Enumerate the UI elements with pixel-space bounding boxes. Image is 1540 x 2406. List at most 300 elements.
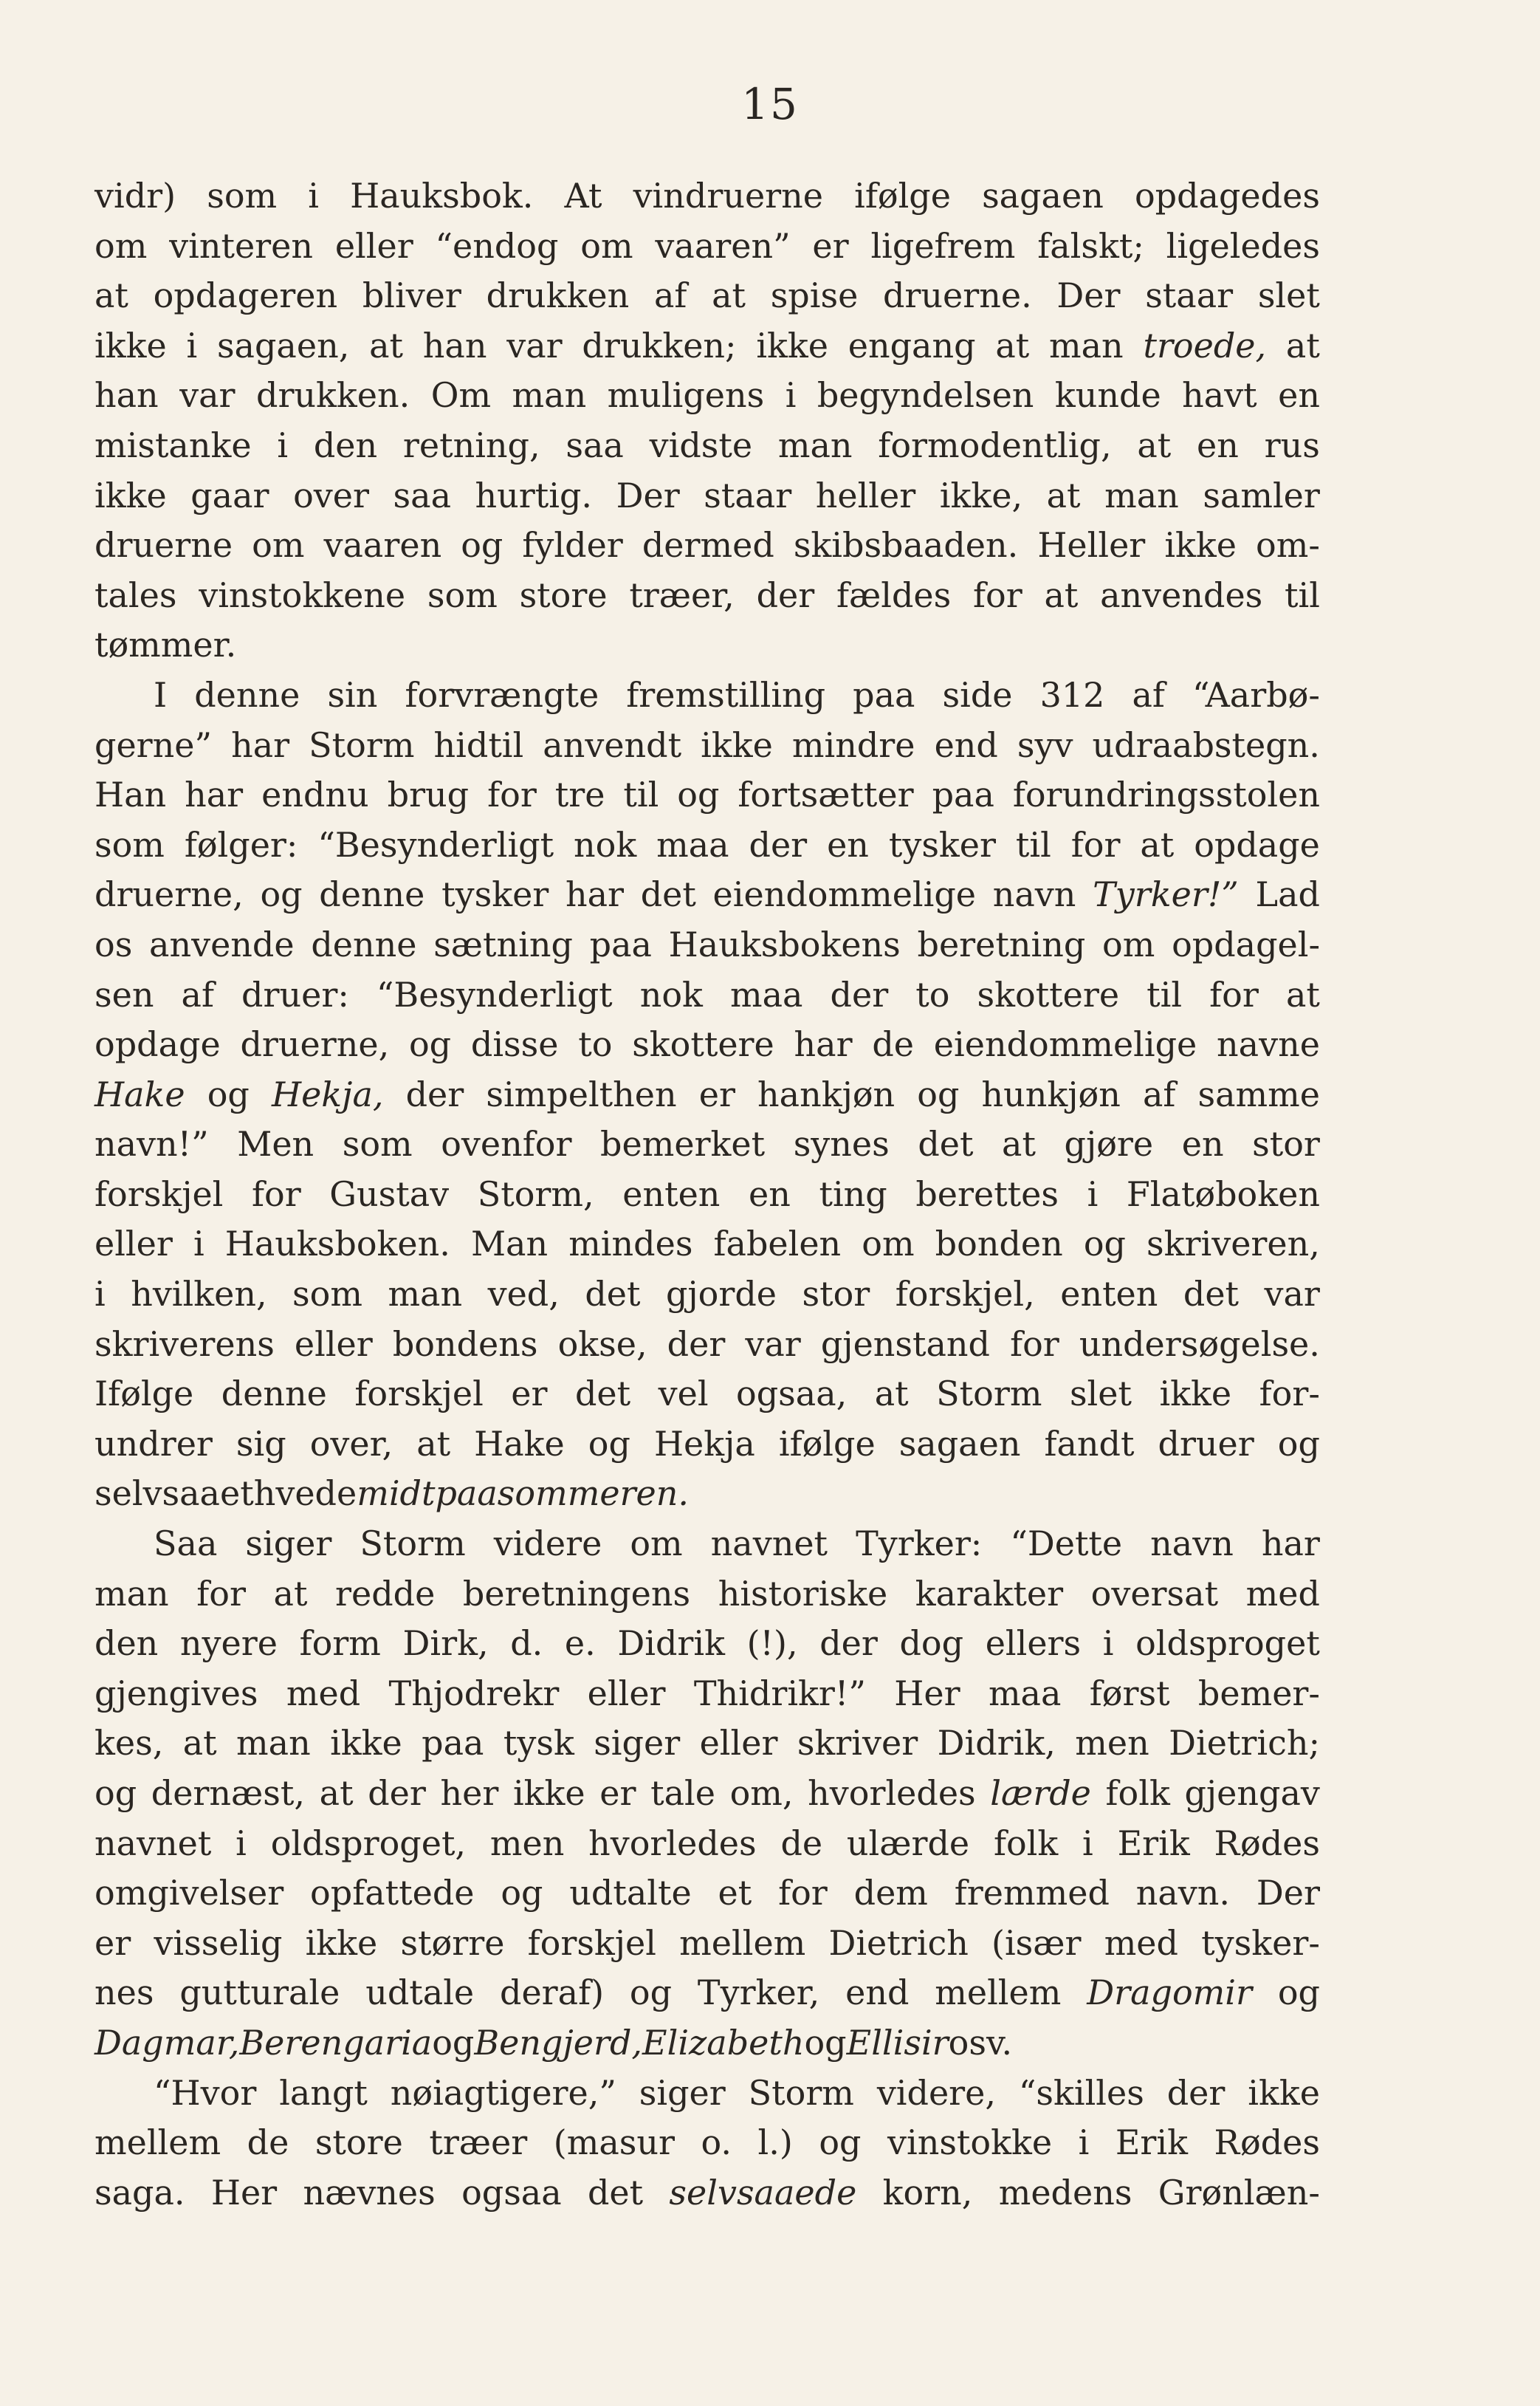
word: Tyrker, (697, 1973, 820, 2013)
word: (især (991, 1922, 1082, 1963)
word: muligens (607, 375, 765, 416)
word: til (1015, 824, 1051, 865)
word: og (260, 874, 303, 915)
text-line (94, 1868, 1320, 1919)
word: Didrik (617, 1623, 725, 1664)
word: vinteren (169, 225, 314, 266)
word: om (630, 1524, 683, 1564)
text-line (94, 2118, 1320, 2168)
word: maa (730, 974, 803, 1015)
word: var (179, 375, 236, 416)
word: forundringsstolen (1012, 775, 1320, 815)
word: engang (848, 325, 976, 366)
word: de (247, 2122, 289, 2163)
word: 312 (1039, 674, 1105, 715)
word: Heller (1037, 525, 1146, 566)
word: om (94, 225, 148, 266)
word: Hauksboken. (224, 1224, 450, 1264)
word: drukken. (256, 375, 410, 416)
word: samme (1197, 1074, 1320, 1114)
word: er (698, 1074, 735, 1114)
text-line (94, 1968, 1320, 2018)
word: af (181, 974, 214, 1015)
word: “skilles (1018, 2072, 1144, 2113)
word: udtale (365, 1973, 475, 2013)
word: først (1089, 1673, 1170, 1713)
word: fortsætter (738, 775, 914, 815)
word: gutturale (179, 1973, 340, 2013)
word: druer (1158, 1423, 1254, 1464)
word: dem (853, 1873, 928, 1913)
word: form (299, 1623, 381, 1664)
word: Storm (309, 724, 415, 765)
word: en (1278, 375, 1320, 416)
word: hurtig. (475, 475, 593, 515)
word: syv (1017, 724, 1073, 765)
word: enten (1060, 1274, 1158, 1315)
word: skottere (977, 974, 1120, 1015)
word: han (94, 375, 159, 416)
word: ikke (94, 475, 167, 515)
word: Dietrich; (1169, 1723, 1320, 1764)
word: Storm (748, 2072, 854, 2113)
word: for (487, 775, 537, 815)
text-line (94, 1369, 1320, 1419)
word: vel (658, 1374, 709, 1414)
word: opdage (1194, 824, 1320, 865)
word: fremstilling (626, 674, 826, 715)
word: end (845, 1973, 910, 2013)
word: Hake (474, 1423, 565, 1464)
word: nes (94, 1973, 154, 2013)
word: navne (1217, 1024, 1320, 1065)
word: Hauksbokens (668, 924, 901, 964)
word: i (236, 1823, 247, 1863)
word: oldsproget, (270, 1823, 467, 1863)
text-line (94, 1020, 1320, 1070)
word: o. (701, 2122, 732, 2163)
word: ikke (1164, 525, 1237, 566)
word: Tyrker!” (1093, 874, 1239, 915)
text-line (94, 2018, 1320, 2069)
word: drukken (486, 275, 630, 316)
word: tale (650, 1773, 715, 1813)
word: for- (1259, 1374, 1320, 1414)
word: navn. (1135, 1873, 1231, 1913)
word: spise (770, 275, 859, 316)
word: Man (470, 1224, 549, 1264)
word: i (193, 1224, 204, 1264)
word: ikke (1248, 2072, 1320, 2113)
word: navnet (94, 1823, 212, 1863)
word: oldsproget (1135, 1623, 1320, 1664)
word: ifølge (854, 176, 951, 216)
word: gjengives (94, 1673, 258, 1713)
word: ting (819, 1173, 887, 1214)
word: er (812, 225, 849, 266)
text-line (94, 421, 1320, 471)
word: opdage (94, 1024, 221, 1065)
text-line (94, 1219, 1320, 1269)
word: saa (566, 425, 624, 465)
text-line (94, 171, 1320, 222)
word: mindre (791, 724, 915, 765)
word: omgivelser (94, 1873, 284, 1913)
word: ligefrem (870, 225, 1016, 266)
word: paa (932, 775, 994, 815)
word: for (1209, 974, 1259, 1015)
word: fældes (836, 575, 952, 615)
word: os (94, 924, 133, 964)
word: store (314, 2122, 403, 2163)
word: større (400, 1922, 505, 1963)
word: Her (210, 2172, 278, 2213)
word: midt (357, 1473, 436, 1514)
text-line (94, 1919, 1320, 1969)
word: navnet (710, 1524, 828, 1564)
word: vinstokkene (199, 575, 406, 615)
word: og (1083, 1224, 1126, 1264)
word: og (1277, 1423, 1320, 1464)
text-line (94, 970, 1320, 1021)
word: beretning (917, 924, 1086, 964)
word: om (1102, 924, 1155, 964)
word: staar (1145, 275, 1234, 316)
word: tysker- (1201, 1922, 1320, 1963)
word: disse (470, 1024, 559, 1065)
word: ikke (94, 325, 167, 366)
word: At (564, 176, 602, 216)
word: Hake (94, 1074, 185, 1114)
word: nok (574, 824, 637, 865)
text-line (94, 1619, 1320, 1669)
word: han (422, 325, 487, 366)
word: man (1049, 325, 1124, 366)
text-line (94, 1718, 1320, 1769)
word: og (432, 2022, 475, 2063)
word: og (588, 1423, 630, 1464)
word: synes (793, 1124, 890, 1165)
word: “endog (435, 225, 559, 266)
word: bemer- (1197, 1673, 1320, 1713)
word: de (780, 1823, 823, 1863)
word: man (94, 1573, 169, 1614)
word: saa (393, 475, 451, 515)
word: I (154, 674, 168, 715)
word: har (185, 775, 244, 815)
text-line (94, 571, 1320, 621)
word: vindruerne (633, 176, 824, 216)
word: Storm (936, 1374, 1042, 1414)
word: sagaen, (216, 325, 350, 366)
text-line (94, 1269, 1320, 1320)
word: Thidrikr!” (693, 1673, 866, 1713)
word: at (1137, 425, 1172, 465)
word: dog (899, 1623, 964, 1664)
word: denne (311, 924, 417, 964)
word: falskt; (1037, 225, 1144, 266)
word: der (749, 824, 808, 865)
word: at (273, 1573, 308, 1614)
word: heller (815, 475, 916, 515)
word: om- (1256, 525, 1320, 566)
word: siger (639, 2072, 726, 2113)
word: ved, (487, 1274, 560, 1315)
word: og (408, 1024, 452, 1065)
word: og (677, 775, 720, 815)
word: skottere (632, 1024, 774, 1065)
word: i (277, 425, 289, 465)
text-line (94, 1819, 1320, 1869)
word: vidste (649, 425, 753, 465)
word: rus (1264, 425, 1320, 465)
word: som (427, 575, 498, 615)
word: der (1166, 2072, 1226, 2113)
word: bonden (935, 1224, 1063, 1264)
word: langt (279, 2072, 368, 2113)
word: ogsaa, (736, 1374, 848, 1414)
word: har (231, 724, 290, 765)
word: Rødes (1214, 2122, 1320, 2163)
word: ikke (330, 1723, 402, 1764)
word: vaaren” (655, 225, 791, 266)
word: man (236, 1723, 311, 1764)
word: ikke (701, 724, 773, 765)
word: forskjel (354, 1374, 484, 1414)
word: Der (1056, 275, 1121, 316)
word: at (319, 1773, 354, 1813)
word: slet (1069, 1374, 1132, 1414)
word: eiendommelige (712, 874, 977, 915)
word: for (1070, 824, 1121, 865)
word: er (511, 1374, 548, 1414)
word: fremmed (954, 1873, 1110, 1913)
word: sagaen (898, 1423, 1021, 1464)
word: Bengjerd, (474, 2022, 643, 2063)
text-line (94, 1070, 1320, 1120)
word: Saa (154, 1524, 218, 1564)
word: Der (1256, 1873, 1320, 1913)
text-line (94, 870, 1320, 920)
word: i (94, 1274, 106, 1315)
word: Dragomir (1087, 1973, 1252, 2013)
word: sen (94, 974, 154, 1015)
text-line (94, 1170, 1320, 1220)
word: undrer (94, 1423, 213, 1464)
word: Hauksbok. (350, 176, 534, 216)
word: Didrik, (937, 1723, 1056, 1764)
word: hvilken, (131, 1274, 267, 1315)
text-line (94, 321, 1320, 371)
word: nøiagtigere,” (390, 2072, 616, 2113)
word: det (1183, 1274, 1240, 1315)
word: ikke (512, 1773, 585, 1813)
word: i (1078, 2122, 1090, 2163)
word: ligeledes (1166, 225, 1320, 266)
word: træer (429, 2122, 528, 2163)
word: ikke (305, 1922, 378, 1963)
word: berettes (915, 1173, 1059, 1214)
word: Erik (1117, 1823, 1190, 1863)
word: den (313, 425, 378, 465)
word: begyndelsen (817, 375, 1034, 416)
word: og (461, 525, 503, 566)
word: Han (94, 775, 167, 815)
word: følger: (184, 824, 298, 865)
word: og (629, 1973, 673, 2013)
word: endnu (261, 775, 369, 815)
word: (!), (746, 1623, 798, 1664)
word: selvsaaet (94, 1473, 254, 1514)
word: opdagedes (1134, 176, 1320, 216)
word: eller (587, 1673, 666, 1713)
word: sig (236, 1423, 286, 1464)
word: Men (237, 1124, 314, 1165)
word: navn (1150, 1524, 1234, 1564)
word: Elizabeth (642, 2022, 805, 2063)
word: eller (699, 1723, 778, 1764)
word: paa (589, 924, 652, 964)
word: staar (704, 475, 792, 515)
word: Ellisir (846, 2022, 949, 2063)
word: og (917, 1074, 960, 1114)
word: i (1087, 1173, 1099, 1214)
word: (masur (553, 2122, 675, 2163)
word: at (1285, 325, 1320, 366)
word: druerne (94, 525, 233, 566)
word: om (252, 525, 305, 566)
text-line (94, 471, 1320, 521)
word: nok (639, 974, 703, 1015)
page-number: 15 (741, 79, 799, 129)
word: med (1245, 1573, 1320, 1614)
word: opfattede (310, 1873, 475, 1913)
word: Gustav (329, 1173, 450, 1214)
text-line (94, 1320, 1320, 1370)
word: saga. (94, 2172, 185, 2213)
word: man (777, 425, 853, 465)
word: sommeren. (497, 1473, 690, 1514)
word: men (489, 1823, 565, 1863)
word: bondens (392, 1323, 538, 1364)
word: opdagel- (1172, 924, 1320, 964)
word: et (718, 1873, 752, 1913)
word: for (1010, 1323, 1059, 1364)
word: over, (309, 1423, 393, 1464)
word: hvede (253, 1473, 357, 1514)
word: at (1046, 475, 1081, 515)
word: tysker (441, 874, 549, 915)
word: maa (656, 824, 729, 865)
word: sagaen (982, 176, 1104, 216)
text-line (94, 1120, 1320, 1170)
word: Dagmar, (94, 2022, 240, 2063)
word: for (972, 575, 1022, 615)
word: Dietrich (828, 1922, 969, 1963)
word: druer: (241, 974, 349, 1015)
word: kunde (1054, 375, 1161, 416)
word: der (405, 1074, 464, 1114)
word: til (1285, 575, 1320, 615)
word: Her (894, 1673, 960, 1713)
word: folk (993, 1823, 1059, 1863)
text-line (94, 1519, 1320, 1569)
word: paa (853, 674, 915, 715)
body-text (94, 171, 1320, 2218)
word: af (1142, 1074, 1176, 1114)
word: om, (729, 1773, 794, 1813)
word: og (207, 1074, 250, 1114)
word: ovenfor (441, 1124, 572, 1165)
text-line (94, 1569, 1320, 1620)
word: skriveren, (1147, 1224, 1320, 1264)
word: der (830, 974, 889, 1015)
word: siger (245, 1524, 332, 1564)
word: hvorledes (588, 1823, 757, 1863)
word: videre (493, 1524, 602, 1564)
word: var (1264, 1274, 1320, 1315)
word: slet (1257, 275, 1320, 316)
word: som (342, 1124, 413, 1165)
word: udraabstegn. (1092, 724, 1320, 765)
word: i (1102, 1623, 1114, 1664)
text-line (94, 1669, 1320, 1719)
word: brug (387, 775, 470, 815)
word: beretningens (462, 1573, 691, 1614)
text-line (94, 671, 1320, 721)
word: gjenstand (820, 1323, 991, 1364)
text-line (94, 1469, 1320, 1519)
word: stor (802, 1274, 870, 1315)
text-line (94, 1769, 1320, 1819)
word: stor (1252, 1124, 1320, 1165)
word: gerne” (94, 724, 213, 765)
word: videre, (876, 2072, 997, 2113)
word: der (368, 1773, 426, 1813)
word: sin (327, 674, 378, 715)
word: at (94, 275, 128, 316)
word: det (587, 2172, 644, 2213)
word: vidr) (94, 176, 176, 216)
word: d. (510, 1623, 543, 1664)
word: man (512, 375, 587, 416)
word: selvsaaede (669, 2172, 857, 2213)
word: Tyrker: (856, 1524, 983, 1564)
word: dernæst, (151, 1773, 306, 1813)
word: maa (988, 1673, 1062, 1713)
word: sætning (433, 924, 573, 964)
word: i (785, 375, 797, 416)
word: er (94, 1922, 131, 1963)
word: tre (554, 775, 605, 815)
word: at (874, 1374, 909, 1414)
word: over (293, 475, 369, 515)
word: visselig (154, 1922, 283, 1963)
word: ikke (1159, 1374, 1232, 1414)
word: “Besynderligt (317, 824, 554, 865)
word: det (585, 1274, 641, 1315)
word: de (872, 1024, 915, 1065)
word: anvende (149, 924, 295, 964)
text-line (94, 1419, 1320, 1470)
word: fabelen (713, 1224, 842, 1264)
word: som (207, 176, 278, 216)
word: opdageren (153, 275, 338, 316)
word: at (416, 1423, 451, 1464)
text-line (94, 2069, 1320, 2119)
word: det (640, 874, 696, 915)
word: Hekja, (271, 1074, 384, 1114)
